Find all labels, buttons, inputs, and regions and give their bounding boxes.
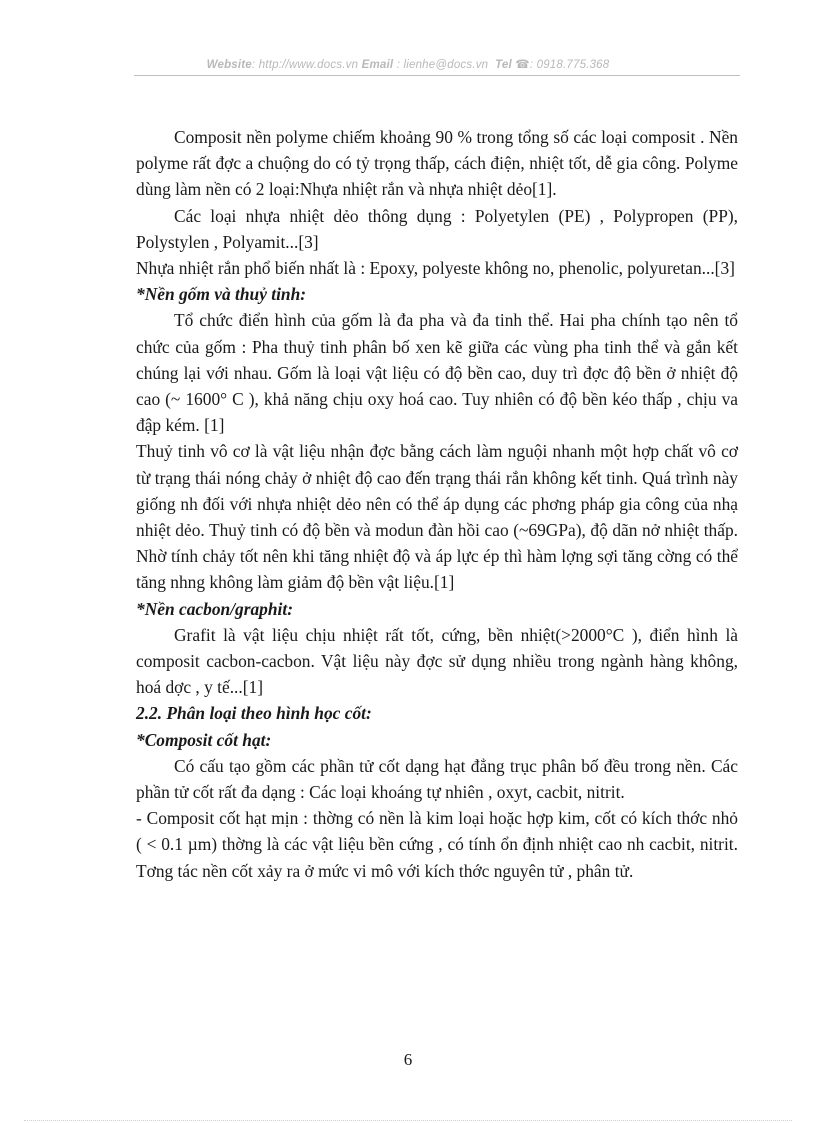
paragraph-particle-structure: Có cấu tạo gồm các phần tử cốt dạng hạt đẳng trục phân bố đều trong nền. Các phần tử cốt rất đa dạng : Các loại khoáng tự nhiên , oxyt, cacbit, nitrit.	[136, 755, 738, 803]
page-number: 6	[403, 1050, 413, 1069]
heading-section-2-2: 2.2. Phân loại theo hình học cốt:	[136, 703, 372, 724]
email-value: : lienhe@docs.vn	[396, 59, 489, 71]
heading-particle-composite: *Composit cốt hạt:	[136, 729, 272, 750]
website-value: : http://www.docs.vn	[251, 59, 359, 71]
footer-divider	[24, 1120, 792, 1121]
heading-ceramic-glass-matrix: *Nền gốm và thuỷ tinh:	[136, 284, 307, 305]
email-label: Email	[361, 59, 394, 71]
phone-icon: ☎	[515, 59, 530, 71]
paragraph-graphite: Grafit là vật liệu chịu nhiệt rất tốt, cứng, bền nhiệt(>2000°C ), điển hình là composit cacbon-cacbon. Vật liệu này đợc sử dụng nhiều trong ngành hàng không, hoá dợc , y tế...[1]	[136, 624, 738, 698]
paragraph-fine-particle: - Composit cốt hạt mịn : thờng có nền là kim loại hoặc hợp kim, cốt có kích thớc nhỏ ( < 0.1 µm) thờng là các vật liệu bền cứng , có tính ổn định nhiệt cao nh cacbit, nitrit. Tơng tác nền cốt xảy ra ở mức vi mô với kích thớc nguyên tử , phân tử.	[136, 808, 738, 881]
paragraph-glass: Thuỷ tinh vô cơ là vật liệu nhận đợc bằng cách làm nguội nhanh một hợp chất vô cơ từ trạng thái nóng chảy ở nhiệt độ cao đến trạng thái rắn không kết tinh. Quá trình này giống nh đối với nhựa nhiệt dẻo nên có thể áp dụng các phơng pháp gia công của nhạ nhiệt dẻo. Thuỷ tinh có độ bền và modun đàn hồi cao (~69GPa), độ dãn nở nhiệt thấp. Nhờ tính chảy tốt nên khi tăng nhiệt độ và áp lực ép thì hàm lợng sợi tăng cờng có thể tăng nhng không làm giảm độ bền vật liệu.[1]	[136, 441, 738, 593]
paragraph-ceramic: Tổ chức điển hình của gốm là đa pha và đa tinh thể. Hai pha chính tạo nên tổ chức của gốm : Pha thuỷ tinh phân bố xen kẽ giữa các vùng pha tinh thể và gắn kết chúng lại với nhau. Gốm là loại vật liệu có độ bền cao, duy trì đợc độ bền ở nhiệt độ cao (~ 1600° C ), khả năng chịu oxy hoá cao. Tuy nhiên có độ bền kéo thấp , chịu va đập kém. [1]	[136, 310, 738, 436]
paragraph-polymer-matrix: Composit nền polyme chiếm khoảng 90 % trong tổng số các loại composit . Nền polyme rất đợc a chuộng do có tỷ trọng thấp, cách điện, nhiệt tốt, dễ gia công. Polyme dùng làm nền có 2 loại:Nhựa nhiệt rắn và nhựa nhiệt dẻo[1].	[136, 127, 738, 200]
header-divider	[134, 75, 740, 76]
document-body	[136, 124, 738, 884]
page-header	[0, 57, 816, 71]
website-label: Website	[206, 59, 252, 71]
tel-label: Tel	[495, 59, 512, 71]
paragraph-thermoplastics: Các loại nhựa nhiệt dẻo thông dụng : Polyetylen (PE) , Polypropen (PP), Polystylen , Polyamit...[3]	[136, 205, 738, 252]
paragraph-thermosets: Nhựa nhiệt rắn phổ biến nhất là : Epoxy, polyeste không no, phenolic, polyuretan...[3]	[136, 258, 735, 279]
heading-carbon-graphite-matrix: *Nền cacbon/graphit:	[136, 598, 293, 619]
tel-value: : 0918.775.368	[529, 59, 610, 71]
